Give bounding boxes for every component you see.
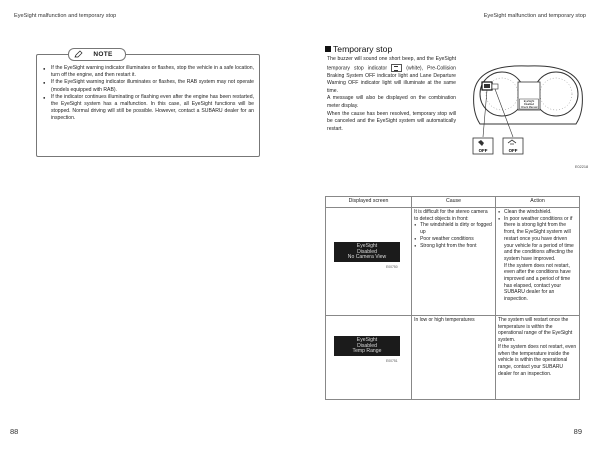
screen-line: Disabled [357, 342, 377, 349]
intro-paragraph [327, 56, 456, 95]
list-item: ● Clean the windshield. [498, 209, 577, 216]
section-title: Temporary stop [333, 44, 393, 54]
pencil-note-icon [74, 50, 83, 58]
figure-id: E00751 [386, 359, 398, 363]
list-item: ● Poor weather conditions [414, 236, 493, 243]
screen-line: Disabled [357, 248, 377, 255]
intro-text [327, 56, 456, 133]
cause-cell: In low or high temperatures [412, 316, 496, 400]
cause-cell [412, 208, 496, 316]
intro-text-part: The buzzer will sound one short beep, and the EyeSight temporary stop indicator [327, 56, 456, 71]
action-cell [496, 208, 580, 316]
cause-list [414, 222, 493, 249]
list-item: ● In poor weather conditions or if there is strong light from the front, the EyeSight system will restart once you have driven your vehicle for a period of time and the conditions affecting the system have improved. [498, 216, 577, 263]
list-item: ● The windshield is dirty or fogged up [414, 222, 493, 235]
column-header: Cause [412, 197, 496, 208]
action-list [498, 209, 577, 263]
screen-line: EyeSight [356, 243, 378, 249]
off-label: OFF [508, 148, 518, 153]
intro-paragraph: A message will also be displayed on the combination meter display. [327, 95, 456, 109]
note-box [36, 54, 260, 157]
off-label: OFF [478, 148, 488, 153]
eyesight-temporary-stop-indicator-icon [391, 64, 402, 72]
table-header-row [326, 197, 580, 208]
instrument-cluster-illustration [468, 52, 588, 172]
table-row [326, 208, 580, 316]
meter-display-screen [334, 242, 400, 262]
note-label-tab [68, 48, 126, 61]
column-header: Displayed screen [326, 197, 412, 208]
running-head: EyeSight malfunction and temporary stop [14, 13, 117, 19]
meter-text: Check Manual [520, 106, 538, 109]
action-followup: If the system does not restart, even after the conditions have improved and a period of time has elapsed, contact your SUBARU dealer for an inspection. [504, 262, 571, 303]
screen-line: No Camera View [347, 254, 387, 261]
meter-display-screen [334, 336, 400, 356]
figure-id: E00750 [386, 265, 398, 269]
right-page [300, 0, 600, 450]
page-number: 88 [10, 427, 19, 436]
action-text: The system will restart once the temperature is within the operational range of the EyeSight system. [498, 317, 573, 344]
running-head: EyeSight malfunction and temporary stop [483, 13, 586, 19]
action-cell [496, 316, 580, 400]
note-item: ● If the EyeSight warning indicator illuminates or flashes, the RAB system may not operate (models equipped with RAB). [43, 79, 254, 93]
meter-text: EyeSight [523, 100, 535, 103]
section-heading [325, 44, 392, 54]
displayed-screen-cell [326, 208, 412, 316]
action-followup: If the system does not restart, even when the temperature inside the vehicle is within the operational range, contact your SUBARU dealer for an inspection. [498, 343, 577, 377]
heading-square-icon [325, 46, 331, 52]
intro-text-part: (white), Pre-Collision Braking System OFF indicator light and Lane Departure Warning OFF indicator light will illuminate at the same time. [327, 64, 457, 94]
meter-text: Disabled [523, 103, 535, 106]
page-number: 89 [573, 427, 582, 436]
intro-paragraph: When the cause has been resolved, temporary stop will be canceled and the EyeSight system will automatically restart. [327, 110, 456, 132]
note-label: NOTE [93, 51, 113, 58]
note-item: ● If the indicator continues illuminating or flashing even after the engine has been restarted, the EyeSight system has a malfunction. In this case, all EyeSight functions will be stopped. Normal driving will still be possible. However, contact a SUBARU dealer for an inspection. [43, 94, 254, 123]
screen-line: Temp Range [352, 348, 382, 355]
screen-line: EyeSight [356, 337, 378, 343]
column-header: Action [496, 197, 580, 208]
table-row [326, 316, 580, 400]
figure-id: E02218 [575, 165, 589, 169]
note-item: ● If the EyeSight warning indicator illuminates or flashes, stop the vehicle in a safe location, turn off the engine, and then restart it. [43, 65, 254, 79]
cause-intro: It is difficult for the stereo camera to detect objects in front: [414, 209, 488, 222]
cause-action-table [325, 196, 580, 400]
displayed-screen-cell [326, 316, 412, 400]
list-item: ● Strong light from the front [414, 243, 493, 250]
note-list [37, 55, 259, 123]
